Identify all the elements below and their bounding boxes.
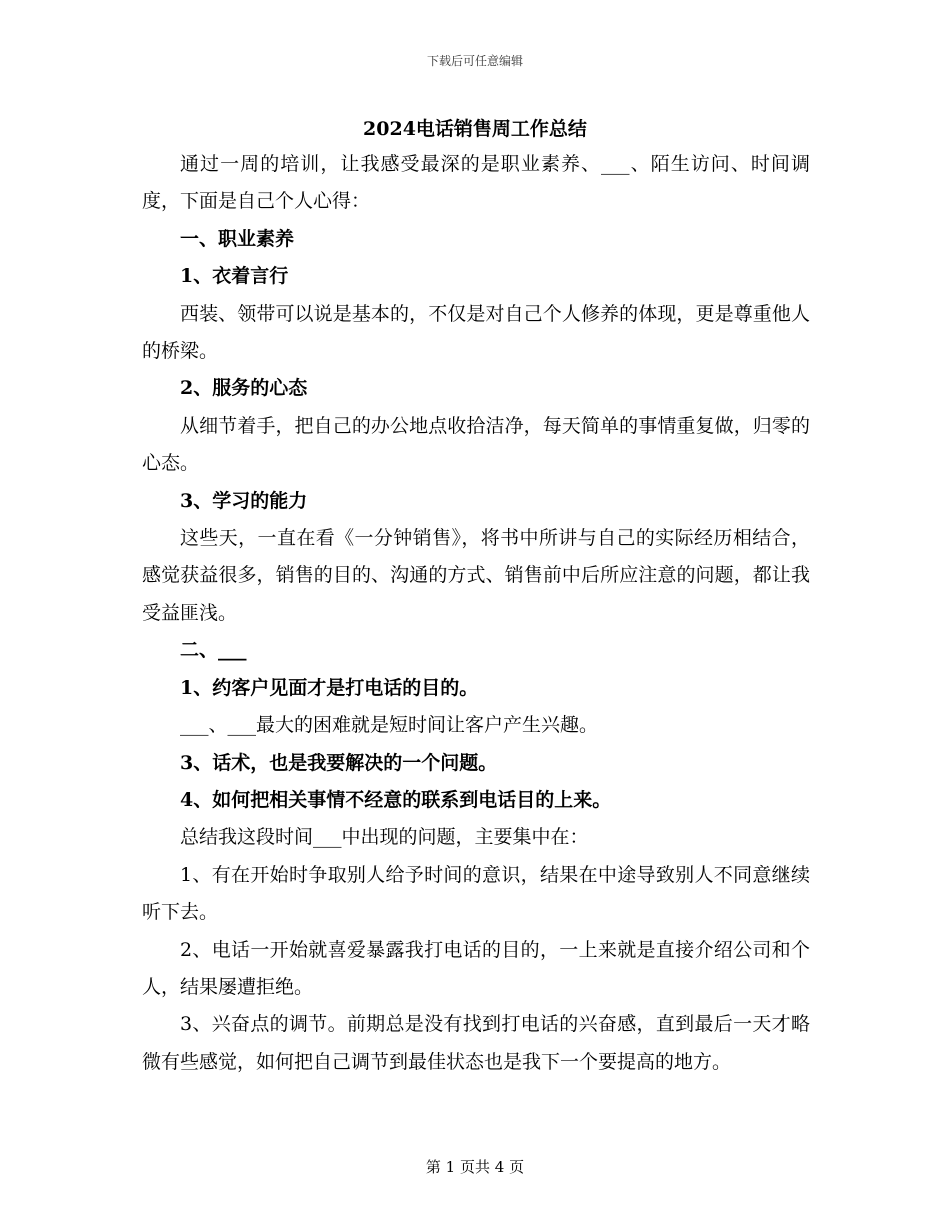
paragraph: ___、___最大的困难就是短时间让客户产生兴趣。 — [180, 714, 599, 737]
paragraph: 1、有在开始时争取别人给予时间的意识，结果在中途导致别人不同意继续听下去。 — [142, 863, 810, 924]
paragraph: 3、兴奋点的调节。前期总是没有找到打电话的兴奋感，直到最后一天才略微有些感觉，如何把自己调节到最佳状态也是我下一个要提高的地方。 — [142, 1013, 810, 1073]
paragraph: 西装、领带可以说是基本的，不仅是对自己个人修养的体现，更是尊重他人的桥梁。 — [142, 302, 810, 363]
paragraph: 1、约客户见面才是打电话的目的。 — [180, 676, 479, 699]
paragraph: 2、服务的心态 — [180, 377, 308, 400]
paragraph: 2、电话一开始就喜爱暴露我打电话的目的，一上来就是直接介绍公司和个人，结果屡遭拒绝。 — [142, 938, 810, 998]
paragraph: 一、职业素养 — [180, 227, 295, 250]
paragraph: 这些天，一直在看《一分钟销售》，将书中所讲与自己的实际经历相结合，感觉获益很多，销售的目的、沟通的方式、销售前中后所应注意的问题，都让我受益匪浅。 — [142, 527, 810, 624]
paragraph: 3、学习的能力 — [180, 489, 308, 512]
page-footer: 第 1 页共 4 页 — [425, 1158, 525, 1176]
document-title: 2024电话销售周工作总结 — [363, 118, 587, 140]
document-body — [142, 146, 810, 1081]
header-note: 下载后可任意编辑 — [426, 54, 523, 68]
paragraph: 总结我这段时间___中出现的问题，主要集中在： — [180, 826, 589, 849]
paragraph: 二、___ — [180, 639, 247, 662]
paragraph: 4、如何把相关事情不经意的联系到电话目的上来。 — [180, 788, 612, 811]
paragraph: 1、衣着言行 — [180, 265, 289, 288]
paragraph: 3、话术，也是我要解决的一个问题。 — [180, 751, 498, 774]
paragraph: 通过一周的培训，让我感受最深的是职业素养、___、陌生访问、时间调度，下面是自己个人心得： — [142, 153, 810, 213]
paragraph: 从细节着手，把自己的办公地点收拾洁净，每天简单的事情重复做，归零的心态。 — [142, 414, 810, 475]
